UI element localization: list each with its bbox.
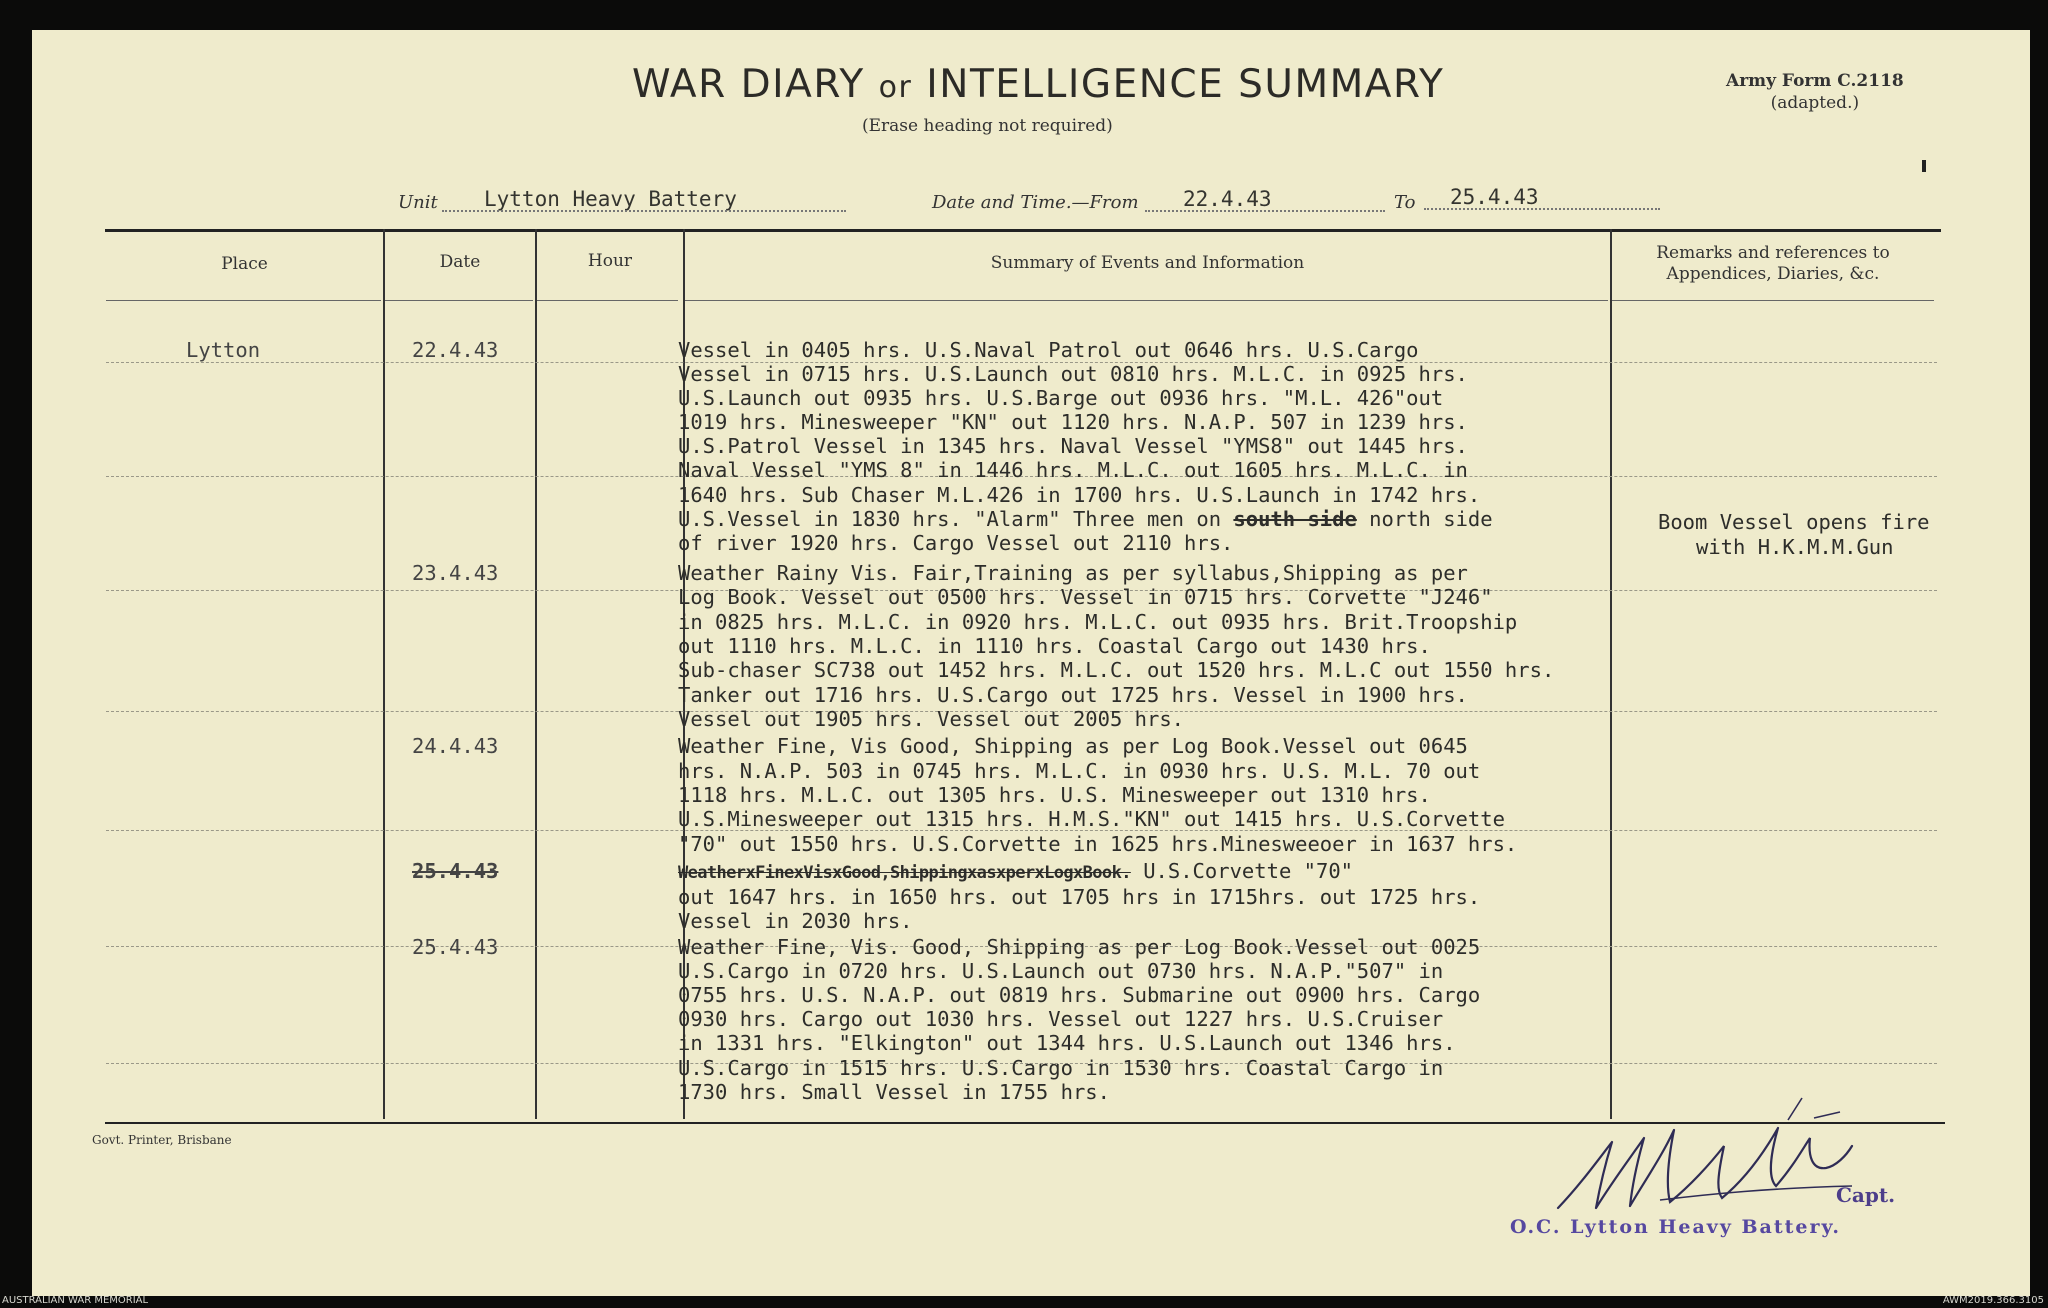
unit-value: Lytton Heavy Battery [484,187,737,211]
summary-line: in 1331 hrs. "Elkington" out 1344 hrs. U.S.Launch out 1346 hrs. [678,1031,1456,1055]
date-cell: 22.4.43 [412,338,499,362]
remarks-line: with H.K.M.M.Gun [1696,535,1894,559]
summary-line: U.S.Cargo in 1515 hrs. U.S.Cargo in 1530 hrs. Coastal Cargo in [678,1056,1444,1080]
summary-line: Weather Fine, Vis. Good, Shipping as per Log Book.Vessel out 0025 [678,935,1481,959]
summary-line: Tanker out 1716 hrs. U.S.Cargo out 1725 hrs. Vessel in 1900 hrs. [678,683,1468,707]
summary-line: 1640 hrs. Sub Chaser M.L.426 in 1700 hrs. U.S.Launch in 1742 hrs. [678,483,1481,507]
date-cell-struck: 25.4.43 [412,859,499,883]
archive-reference: AWM2019.366.3105 [1942,1295,2044,1306]
summary-line: Vessel in 0715 hrs. U.S.Launch out 0810 hrs. M.L.C. in 0925 hrs. [678,362,1468,386]
ink-mark [1922,160,1926,172]
summary-line: U.S.Launch out 0935 hrs. U.S.Barge out 0936 hrs. "M.L. 426"out [678,386,1444,410]
date-cell: 23.4.43 [412,561,499,585]
summary-line: Vessel out 1905 hrs. Vessel out 2005 hrs. [678,707,1185,731]
summary-line: Weather Fine, Vis Good, Shipping as per Log Book.Vessel out 0645 [678,734,1468,758]
struck-words: south side [1233,507,1357,531]
column-header-date: Date [439,252,481,272]
summary-line: Sub-chaser SC738 out 1452 hrs. M.L.C. out 1520 hrs. M.L.C out 1550 hrs. [678,658,1555,682]
unit-stamp: O.C. Lytton Heavy Battery. [1510,1216,1841,1238]
summary-line: U.S.Vessel in 1830 hrs. "Alarm" Three men on south side north side [678,507,1493,531]
summary-line: hrs. N.A.P. 503 in 0745 hrs. M.L.C. in 0930 hrs. U.S. M.L. 70 out [678,759,1481,783]
summary-line: 1118 hrs. M.L.C. out 1305 hrs. U.S. Minesweeper out 1310 hrs. [678,783,1431,807]
column-header-hour: Hour [587,251,633,271]
summary-line: U.S.Cargo in 0720 hrs. U.S.Launch out 0730 hrs. N.A.P."507" in [678,959,1444,983]
column-header-remarks: Remarks and references to Appendices, Diaries, &c. [1656,243,1890,284]
printer-imprint: Govt. Printer, Brisbane [92,1133,232,1147]
struck-line: WeatherxFinexVisxGood,ShippingxasxperxLogxBook. [678,863,1131,883]
summary-line: out 1110 hrs. M.L.C. in 1110 hrs. Coastal Cargo out 1430 hrs. [678,634,1431,658]
summary-line: "70" out 1550 hrs. U.S.Corvette in 1625 hrs.Minesweeoer in 1637 hrs. [678,832,1518,856]
summary-line: 0930 hrs. Cargo out 1030 hrs. Vessel out 1227 hrs. U.S.Cruiser [678,1007,1444,1031]
archive-label: AUSTRALIAN WAR MEMORIAL [2,1295,149,1306]
unit-label: Unit [398,192,438,213]
rank-stamp: Capt. [1836,1183,1896,1207]
to-label: To [1394,192,1416,213]
summary-line: of river 1920 hrs. Cargo Vessel out 2110 hrs. [678,531,1234,555]
table-top-rule [105,229,1941,232]
column-header-summary: Summary of Events and Information [990,253,1305,273]
summary-line: Vessel in 2030 hrs. [678,909,913,933]
summary-line: Weather Rainy Vis. Fair,Training as per syllabus,Shipping as per [678,561,1468,585]
form-title: WAR DIARY or INTELLIGENCE SUMMARY [632,62,1445,107]
signature-image [1540,1090,1870,1220]
summary-line: Vessel in 0405 hrs. U.S.Naval Patrol out 0646 hrs. U.S.Cargo [678,338,1419,362]
summary-line: U.S.Patrol Vessel in 1345 hrs. Naval Vessel "YMS8" out 1445 hrs. [678,434,1468,458]
summary-line: Log Book. Vessel out 0500 hrs. Vessel in 0715 hrs. Corvette "J246" [678,585,1493,609]
summary-line: WeatherxFinexVisxGood,ShippingxasxperxLogxBook. U.S.Corvette "70" [678,859,1354,883]
form-subtitle: (Erase heading not required) [862,116,1113,136]
remarks-line: Boom Vessel opens fire [1658,510,1930,534]
date-to: 25.4.43 [1450,185,1539,209]
place-cell: Lytton [186,338,261,362]
summary-line: 1730 hrs. Small Vessel in 1755 hrs. [678,1080,1110,1104]
summary-line: U.S.Minesweeper out 1315 hrs. H.M.S."KN" out 1415 hrs. U.S.Corvette [678,807,1505,831]
date-time-label: Date and Time.—From [932,192,1139,213]
date-from: 22.4.43 [1183,187,1272,211]
summary-line: out 1647 hrs. in 1650 hrs. out 1705 hrs in 1715hrs. out 1725 hrs. [678,885,1481,909]
summary-line: in 0825 hrs. M.L.C. in 0920 hrs. M.L.C. out 0935 hrs. Brit.Troopship [678,610,1518,634]
column-header-place: Place [221,254,268,274]
date-cell: 24.4.43 [412,734,499,758]
summary-line: 1019 hrs. Minesweeper "KN" out 1120 hrs. N.A.P. 507 in 1239 hrs. [678,410,1468,434]
army-form-number: Army Form C.2118 (adapted.) [1726,71,1904,113]
date-cell: 25.4.43 [412,935,499,959]
summary-line: Naval Vessel "YMS 8" in 1446 hrs. M.L.C. out 1605 hrs. M.L.C. in [678,458,1468,482]
summary-line: 0755 hrs. U.S. N.A.P. out 0819 hrs. Submarine out 0900 hrs. Cargo [678,983,1481,1007]
